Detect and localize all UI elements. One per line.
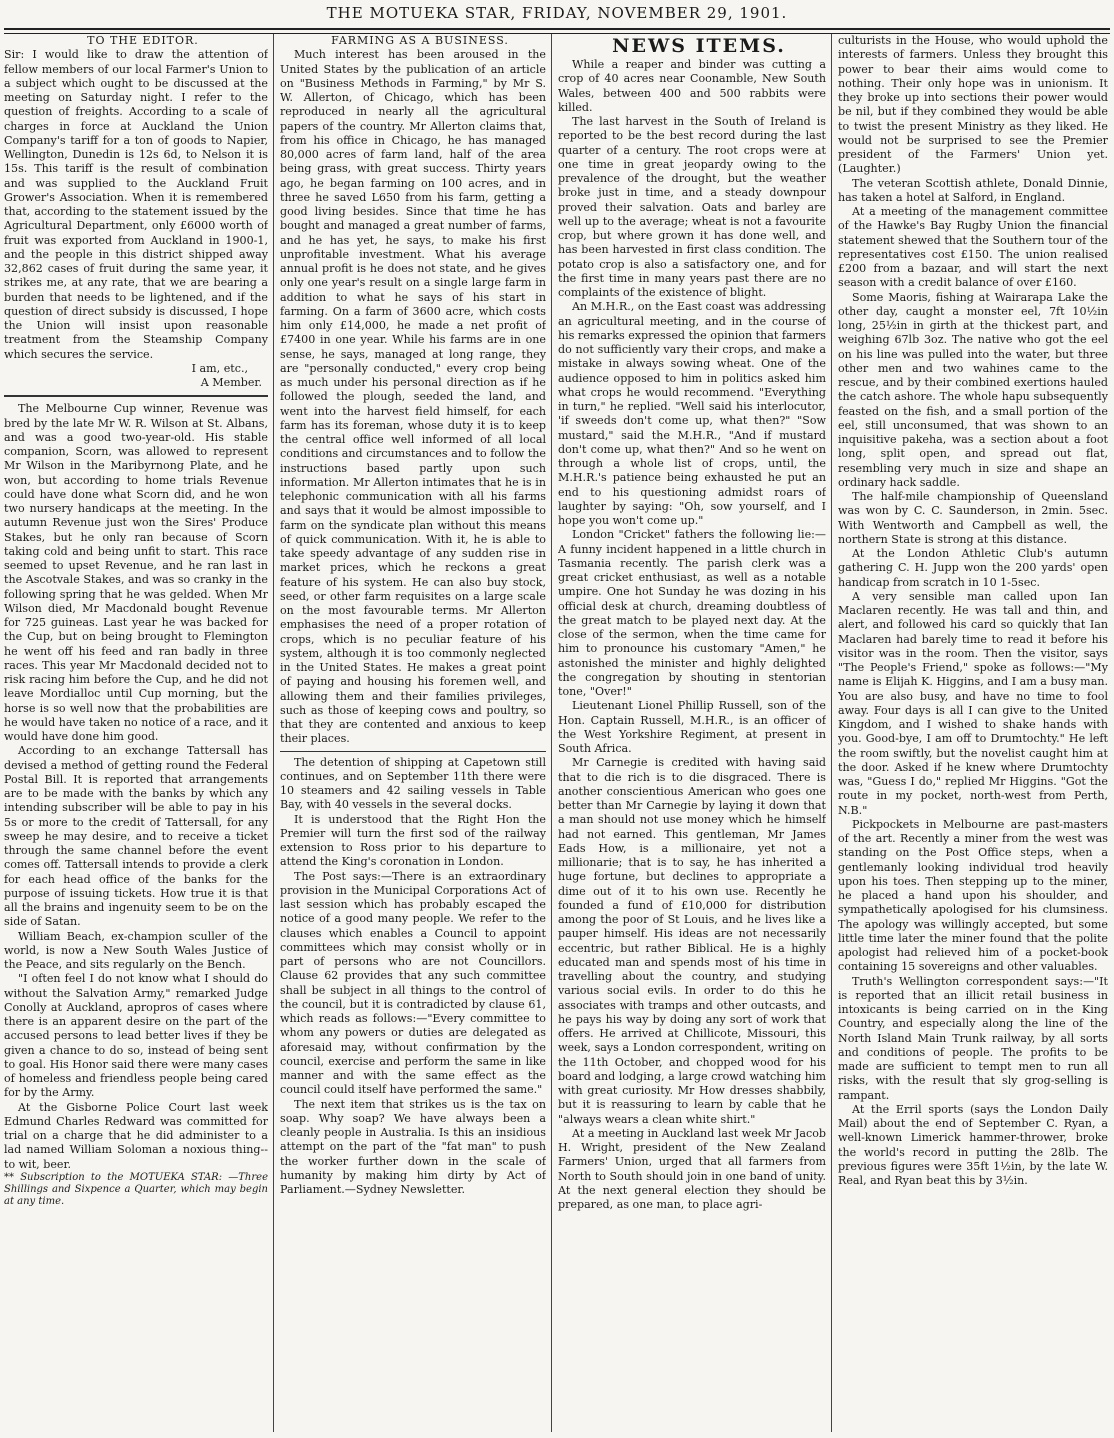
article-william-beach: William Beach, ex-champion sculler of the world, is now a New South Wales Justice of the Peace, and sits regularly on the Bench. [4, 929, 268, 971]
article-mhr-crops: An M.H.R., on the East coast was addressing an agricultural meeting, and in the course of his remarks expressed the opinion that farmers do not sufficiently vary their crops, and make a mistake in always sowing wheat. One of the audience opposed to him in politics asked him what crops he would recommend. "Everything in turn," he replied. "Well said his interlocutor, 'if sweeds don't come up, what then?" "Sow mustard," said the M.H.R., "And if mustard don't come up, what then?" And so he went on through a whole list of crops, until, the M.H.R.'s patience being exhausted he put an end to his questioning admidst roars of laughter by saying: "Oh, sow yourself, and I hope you won't come up." [558, 300, 826, 527]
letter-signature: A Member. [200, 376, 262, 389]
article-tattersall: According to an exchange Tattersall has devised a method of getting round the Federal Postal Bill. It is reported that arrangements are to be made with the banks by which any intending subscriber will be able to pay in his 5s or more to the credit of Tattersall, for any sweep he may desire, and to receive a ticket through the same channel before the event comes off. Tattersall intends to provide a clerk for each head office of the banks for the purpose of issuing tickets. How true it is that all the brains and ingenuity seem to be on the side of Satan. [4, 744, 268, 929]
masthead: THE MOTUEKA STAR, FRIDAY, NOVEMBER 29, 1901. [326, 4, 788, 22]
article-wright-continued: culturists in the House, who would uphold the interests of farmers. Unless they brought this power to bear their aims would come to nothing. Their only hope was in unionism. It they broke up into sections their power would be nil, but if they combined they would be able to twist the present Ministry as they liked. He would not be surprised to see the Premier president of the Farmers' Union yet. (Laughter.) [838, 34, 1108, 176]
column-1 [4, 34, 268, 1432]
article-athletic-club: At the London Athletic Club's autumn gathering C. H. Jupp won the 200 yards' open handicap from scratch in 10 1-5sec. [838, 547, 1108, 589]
farming-heading: FARMING AS A BUSINESS. [331, 34, 509, 47]
column-4 [838, 34, 1108, 1432]
column-divider [273, 34, 274, 1432]
column-2 [280, 34, 546, 1432]
article-pickpockets: Pickpockets in Melbourne are past-masters of the art. Recently a miner from the west was standing on the Post Office steps, when a gentlemanly looking individual trod heavily upon his toes. Then stepping up to the miner, he placed a hand upon his shoulder, and sympathetically apologised for his clumsiness. The apology was willingly accepted, but some little time later the miner found that the polite apologist had relieved him of a pocket-book containing 15 sovereigns and other valuables. [838, 817, 1108, 974]
section-rule [280, 751, 546, 752]
article-ian-maclaren: A very sensible man called upon Ian Maclaren recently. He was tall and thin, and alert, and followed his card so quickly that Ian Maclaren had barely time to read it before his visitor was in the room. Then the visitor, says "The People's Friend," spoke as follows:—"My name is Elijah K. Higgins, and I am a busy man. You are also busy, and have no time to fool away. Four days is all I can give to the United Kingdom, and I wished to shake hands with you. Good-bye, I am off to Drumtochty." He left the room swiftly, but the novelist caught him at the door. Asked if he knew where Drumtochty was, "Guess I do," replied Mr Higgins. "Got the route in my pocket, north-west from Perth, N.B." [838, 589, 1108, 817]
column-divider [831, 34, 832, 1432]
article-russell: Lieutenant Lionel Phillip Russell, son of the Hon. Captain Russell, M.H.R., is an officer of the West Yorkshire Regiment, at present in South Africa. [558, 699, 826, 755]
letter-heading: TO THE EDITOR. [87, 34, 199, 47]
subscription-note: ** Subscription to the MOTUEKA STAR: —Three Shillings and Sixpence a Quarter, which may begin at any time. [4, 1171, 268, 1207]
article-truth-wellington: Truth's Wellington correspondent says:—"It is reported that an illicit retail business in intoxicants is being carried on in the King Country, and especially along the line of the North Island Main Trunk railway, by all sorts and conditions of people. The profits to be made are sufficient to tempt men to run all risks, with the result that sly grog-selling is rampant. [838, 974, 1108, 1102]
article-rugby-union: At a meeting of the management committee of the Hawke's Bay Rugby Union the financial statement shewed that the Southern tour of the representatives cost £150. The union realised £200 from a bazaar, and will start the next season with a credit balance of over £160. [838, 205, 1108, 290]
article-ross-railway: It is understood that the Right Hon the Premier will turn the first sod of the railway extension to Ross prior to his departure to attend the King's coronation in London. [280, 812, 546, 869]
letter-body: Sir: I would like to draw the attention of fellow members of our local Farmer's Union to a subject which ought to be discussed at the meeting on Saturday night. I refer to the question of freights. According to a scale of charges in force at Auckland the Union Company's tariff for a ton of goods to Napier, Wellington, Dunedin is 12s 6d, to Nelson it is 15s. This tariff is the result of combination and was supplied to the Auckland Fruit Grower's Association. When it is remembered that, according to the statement issued by the Agricultural Department, only £6000 worth of fruit was exported from Auckland in 1900-1, and the people in this district shipped away 32,862 cases of fruit during the same year, it strikes me, at any rate, that we are bearing a burden that needs to be lightened, and if the question of direct subsidy is discussed, I hope the Union will insist upon reasonable treatment from the Steamship Company which secures the service. [4, 48, 268, 361]
article-carnegie: Mr Carnegie is credited with having said that to die rich is to die disgraced. There is another conscientious American who goes one better than Mr Carnegie by laying it down that a man should not use money which he himself had not earned. This gentleman, Mr James Eads How, is a millionaire, yet not a millionarie; that is to say, he has inherited a huge fortune, but declines to appropriate a dime out of it to his own use. Recently he founded a fund of £10,000 for distribution among the poor of St Louis, and he lives like a pauper himself. His ideas are not necessarily eccentric, but rather Biblical. He is a highly educated man and spends most of his time in travelling about the country, and studying various social evils. In order to do this he associates with tramps and other outcasts, and he pays his way by doing any sort of work that offers. He arrived at Chillicote, Missouri, this week, says a London correspondent, writing on the 11th October, and chopped wood for his board and lodging, a large crowd watching him with great curiosity. Mr How dresses shabbily, but it is reassuring to learn by cable that he "always wears a clean white shirt." [558, 756, 826, 1126]
article-melbourne-cup: The Melbourne Cup winner, Revenue was bred by the late Mr W. R. Wilson at St. Albans, and was a good two-year-old. His stable companion, Scorn, was allowed to represent Mr Wilson in the Maribyrnong Plate, and he won, but according to home trials Revenue could have done what Scorn did, and he won two nursery handicaps at the meeting. In the autumn Revenue just won the Sires' Produce Stakes, but he only ran because of Scorn taking cold and being unfit to start. This race seemed to upset Revenue, and he ran last in the Ascotvale Stakes, and was so cranky in the following spring that he was gelded. When Mr Wilson died, Mr Macdonald bought Revenue for 725 guineas. Last year he was backed for the Cup, but on being brought to Flemington he went off his feed and ran badly in three races. This year Mr Macdonald decided not to risk racing him before the Cup, and he did not leave Mordialloc until Cup morning, but the horse is so well now that the probabilities are he would have taken no notice of a race, and it would have done him good. [4, 402, 268, 743]
column-3 [558, 34, 826, 1432]
article-soap-tax: The next item that strikes us is the tax on soap. Why soap? We have always been a cleanly people in Australia. Is this an insidious attempt on the part of the "fat man" to push the worker further down in the scale of humanity by making him dirty by Act of Parliament.—Sydney Newsletter. [280, 1097, 546, 1196]
article-erril-sports: At the Erril sports (says the London Daily Mail) about the end of September C. Ryan, a well-known Limerick hammer-thrower, broke the world's record in putting the 28lb. The previous figures were 35ft 1½in, by the late W. Real, and Ryan beat this by 3½in. [838, 1102, 1108, 1187]
article-reaper: While a reaper and binder was cutting a crop of 40 acres near Coonamble, New South Wales, between 400 and 500 rabbits were killed. [558, 58, 826, 114]
section-rule [4, 395, 268, 397]
letter-close: I am, etc., [191, 361, 248, 375]
article-salvation-army: "I often feel I do not know what I should do without the Salvation Army," remarked Judge Conolly at Auckland, apropros of cases where there is an apparent desire on the part of the accused persons to lead better lives if they be given a chance to do so, instead of being sent to goal. His Honor said there were many cases of homeless and friendless people being cared for by the Army. [4, 972, 268, 1100]
article-shipping-capetown: The detention of shipping at Capetown still continues, and on September 11th there were 10 steamers and 42 sailing vessels in Table Bay, with 40 vessels in the several docks. [280, 755, 546, 812]
article-dinnie: The veteran Scottish athlete, Donald Dinnie, has taken a hotel at Salford, in England. [838, 176, 1108, 204]
article-queensland: The half-mile championship of Queensland was won by C. C. Saunderson, in 2min. 5sec. With Wentworth and Campbell as well, the northern State is strong at this distance. [838, 490, 1108, 546]
article-farming-business: Much interest has been aroused in the United States by the publication of an article on "Business Methods in Farming," by Mr S. W. Allerton, of Chicago, which has been reproduced in nearly all the agricultural papers of the country. Mr Allerton claims that, from his office in Chicago, he has managed 80,000 acres of farm land, half of the area being grass, with great success. Thirty years ago, he began farming on 100 acres, and in three he saved L650 from his farm, getting a good living besides. Since that time he has bought and managed a great number of farms, and he has yet, he says, to make his first unprofitable investment. What his average annual profit is he does not state, and he gives only one year's result on a single large farm in addition to what he says of his start in farming. On a farm of 3600 acre, which costs him only £14,000, he made a net profit of £7400 in one year. While his farms are in one sense, he says, managed at long range, they are "personally conducted," every crop being as much under his personal direction as if he followed the plough, seeded the land, and went into the harvest field himself, for each farm has its foreman, whose duty it is to keep the central office well informed of all local conditions and circumstances and to follow the instructions based partly upon such information. Mr Allerton intimates that he is in telephonic communication with all his farms and says that it would be almost impossible to farm on the syndicate plan without this means of quick communication. With it, he is able to take speedy advantage of any sudden rise in market prices, which he reckons a great feature of his system. He can also buy stock, seed, or other farm requisites on a large scale on the most favourable terms. Mr Allerton emphasises the need of a proper rotation of crops, which is no peculiar feature of his system, although it is too commonly neglected in the United States. He makes a great point of paying and housing his foremen well, and allowing them and their families privileges, such as those of keeping cows and poultry, so that they are contented and anxious to keep their places. [280, 48, 546, 746]
article-wright-union: At a meeting in Auckland last week Mr Jacob H. Wright, president of the New Zealand Farmers' Union, urged that all farmers from North to South should join in one band of unity. At the next general election they should be prepared, as one man, to place agri- [558, 1126, 826, 1211]
article-gisborne-court: At the Gisborne Police Court last week Edmund Charles Redward was committed for trial on a charge that he did administer to a lad named William Soloman a noxious thing--to wit, beer. [4, 1100, 268, 1171]
article-post-corporations: The Post says:—There is an extraordinary provision in the Municipal Corporations Act of last session which has probably escaped the notice of a good many people. We refer to the clauses which enables a Council to appoint committees which may consist wholly or in part of persons who are not Councillors. Clause 62 provides that any such committee shall be subject in all things to the control of the council, but it is contradicted by clause 61, which reads as follows:—"Every committee to whom any powers or duties are delegated as aforesaid may, without confirmation by the council, exercise and perform the same in like manner and with the same effect as the council could itself have performed the same." [280, 869, 546, 1097]
column-divider [551, 34, 552, 1432]
article-ireland-harvest: The last harvest in the South of Ireland is reported to be the best record during the last quarter of a century. The root crops were at one time in great jeopardy owing to the prevalence of the drought, but the weather broke just in time, and a steady downpour proved their salvation. Oats and barley are well up to the average; wheat is not a favourite crop, but where grown it has done well, and has been harvested in first class condition. The potato crop is also a satisfactory one, and for the first time in many years past there are no complaints of the existence of blight. [558, 115, 826, 299]
news-items-heading: NEWS ITEMS. [612, 35, 786, 57]
article-cricket: London "Cricket" fathers the following lie:—A funny incident happened in a little church in Tasmania recently. The parish clerk was a great cricket enthusiast, as well as a notable umpire. One hot Sunday he was dozing in his official desk at church, dreaming doubtless of the great match to be played next day. At the close of the sermon, when the time came for him to pronounce his customary "Amen," he astonished the minister and highly delighted the congregation by shouting in stentorian tone, "Over!" [558, 528, 826, 698]
article-maori-eel: Some Maoris, fishing at Wairarapa Lake the other day, caught a monster eel, 7ft 10½in long, 25½in in girth at the thickest part, and weighing 67lb 3oz. The native who got the eel on his line was pulled into the water, but three other men and two wahines came to the rescue, and by their combined exertions hauled the catch ashore. The whole hapu subsequently feasted on the fish, and a small portion of the eel, still unconsumed, that was shown to an inquisitive pakeha, was a section about a foot long, split open, and spread out flat, resembling very much in size and shape an ordinary hack saddle. [838, 290, 1108, 489]
